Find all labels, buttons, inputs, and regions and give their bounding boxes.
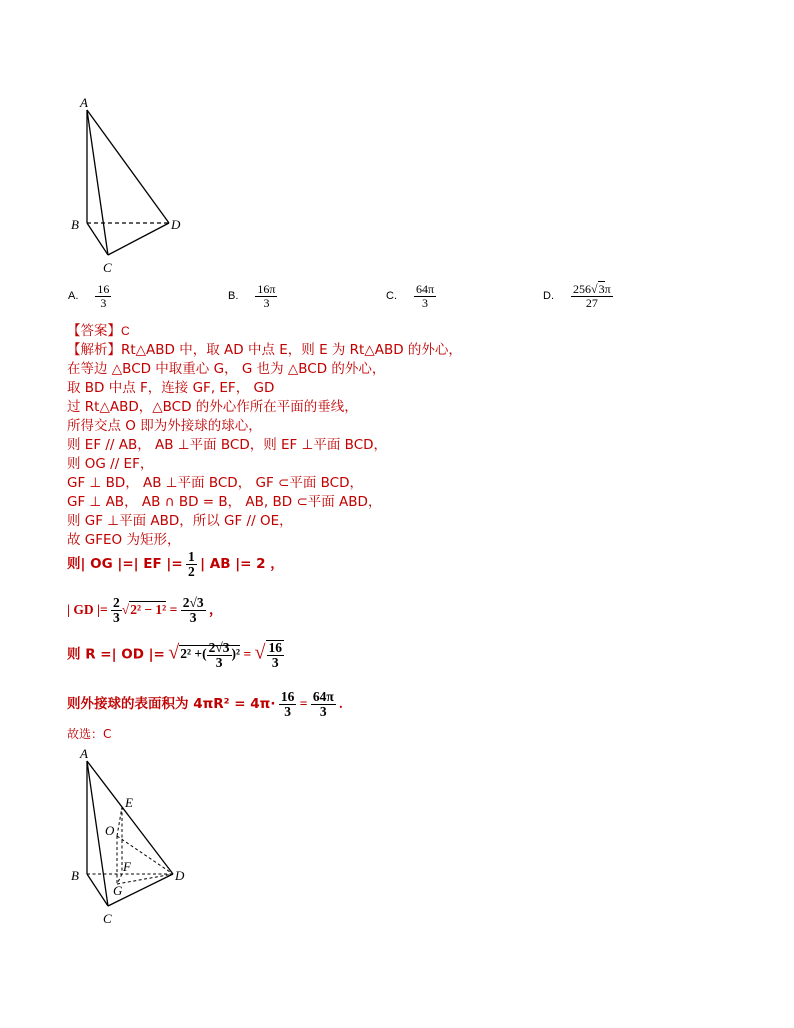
eq1-pre: 则| OG |=| EF |= xyxy=(67,555,183,572)
eq1-post: | AB |= 2 ， xyxy=(200,555,284,572)
analysis-line-8: GF ⊥ BD， AB ⊥平面 BCD， GF ⊂平面 BCD， xyxy=(67,475,363,491)
option-a-den: 3 xyxy=(100,295,107,310)
edge-ad xyxy=(87,110,169,223)
eq4-post: . xyxy=(339,695,343,711)
eq2-equals: = xyxy=(169,601,178,617)
analysis-line-4: 过 Rt△ABD，△BCD 的外心作所在平面的垂线， xyxy=(67,399,358,415)
analysis-line-11: 故 GFEO 为矩形， xyxy=(67,532,181,548)
eq2-result-den: 3 xyxy=(189,610,197,626)
analysis-line-10: 则 GF ⊥平面 ABD，所以 GF // OE， xyxy=(67,513,293,529)
eq2-result-num: 2√3 xyxy=(182,595,204,610)
tetrahedron-figure xyxy=(65,92,195,277)
vertex-d-label: D xyxy=(175,868,185,883)
option-c-num: 64π xyxy=(416,282,435,296)
option-d-label: D. xyxy=(543,290,554,303)
vertex-d-label: D xyxy=(171,217,181,232)
edge-bc xyxy=(87,874,108,906)
edge-cd xyxy=(108,223,169,255)
equation-2: | GD |= $\frac{2}{3}$ √2² − 1² = $\frac{2√3}{3}$ ， xyxy=(67,595,223,626)
vertex-b-label: B xyxy=(71,217,79,232)
eq2-den: 3 xyxy=(113,610,120,626)
eq4-result-num: 64π xyxy=(312,689,334,704)
answer-line xyxy=(67,322,130,340)
eq3-inner-num: 2√3 xyxy=(208,639,230,655)
vertex-c-label: C xyxy=(103,260,112,275)
option-d[interactable]: D. $\frac{256√3\pi}{27}$ xyxy=(543,282,611,310)
eq3-inner-den: 3 xyxy=(215,654,223,670)
eq2-radicand: 2² − 1² xyxy=(130,601,167,617)
answer-value: C xyxy=(121,324,130,338)
option-a-label: A. xyxy=(68,290,79,303)
vertex-a-label: A xyxy=(80,95,88,110)
analysis-line-3: 取 BD 中点 F，连接 GF, EF， GD xyxy=(67,380,275,396)
eq4-num: 16 xyxy=(280,689,295,704)
answer-tag: 【答案】 xyxy=(67,323,121,339)
eq4-den: 3 xyxy=(284,704,291,720)
edge-bc xyxy=(87,223,108,255)
analysis-line-9: GF ⊥ AB， AB ∩ BD = B， AB, BD ⊂平面 ABD， xyxy=(67,494,382,510)
option-c-den: 3 xyxy=(422,295,429,310)
vertex-a-label: A xyxy=(80,746,88,761)
edge-ac xyxy=(87,110,108,255)
eq3-rad-post: )² xyxy=(231,646,241,662)
point-f-label: F xyxy=(123,859,131,874)
option-c-label: C. xyxy=(386,290,397,303)
option-a-num: 16 xyxy=(97,282,110,296)
eq4-pre: 则外接球的表面积为 4πR² = 4π· xyxy=(67,695,276,712)
eq3-equals: = xyxy=(243,646,252,662)
equation-4 xyxy=(67,690,342,719)
option-b-den: 3 xyxy=(263,295,270,310)
vertex-b-label: B xyxy=(71,868,79,883)
option-d-num-post: π xyxy=(604,282,611,296)
analysis-line-1 xyxy=(67,341,462,359)
segment-gd xyxy=(117,874,173,884)
eq3-rad-pre: 2² +( xyxy=(180,646,207,662)
equation-3: 则 R =| OD |= √2² +( $\frac{2√3}{3}$ )² = √ $\frac{16}{3}$ xyxy=(67,639,283,671)
analysis-line-6: 则 EF // AB， AB ⊥平面 BCD，则 EF ⊥平面 BCD， xyxy=(67,437,388,453)
point-e-label: E xyxy=(125,795,133,810)
edge-ad xyxy=(87,761,173,874)
option-b-num: 16π xyxy=(257,282,276,296)
option-c[interactable] xyxy=(386,283,436,309)
option-b-label: B. xyxy=(228,290,239,303)
eq2-post: ， xyxy=(208,601,223,618)
analysis-line-2: 在等边 △BCD 中取重心 G， G 也为 △BCD 的外心， xyxy=(67,361,386,377)
eq4-equals: = xyxy=(299,695,308,711)
option-d-num-pre: 256 xyxy=(573,282,591,296)
analysis-line-5: 所得交点 O 即为外接球的球心， xyxy=(67,418,262,434)
circumsphere-figure xyxy=(65,743,200,928)
point-o-label: O xyxy=(105,823,115,838)
analysis-text-1: Rt△ABD 中，取 AD 中点 E，则 E 为 Rt△ABD 的外心， xyxy=(121,342,462,358)
equation-1 xyxy=(67,550,284,579)
eq2-num: 2 xyxy=(113,595,120,610)
final-choice: 故选：C xyxy=(67,727,112,741)
eq3-result-den: 3 xyxy=(271,655,279,671)
eq3-pre: 则 R =| OD |= xyxy=(67,646,165,663)
option-a[interactable] xyxy=(68,283,111,309)
vertex-c-label: C xyxy=(103,911,112,926)
eq1-num: 1 xyxy=(188,549,195,564)
eq2-pre: | GD |= xyxy=(67,601,108,617)
option-b[interactable] xyxy=(228,283,277,309)
analysis-tag: 【解析】 xyxy=(67,342,121,358)
eq4-result-den: 3 xyxy=(319,704,327,720)
option-d-den: 27 xyxy=(585,295,598,310)
point-g-label: G xyxy=(113,883,123,898)
eq3-result-num: 16 xyxy=(268,640,283,655)
segment-oe xyxy=(117,807,122,836)
analysis-line-7: 则 OG // EF， xyxy=(67,456,154,472)
option-d-num-rad: 3 xyxy=(598,282,605,296)
eq1-den: 2 xyxy=(188,564,195,580)
